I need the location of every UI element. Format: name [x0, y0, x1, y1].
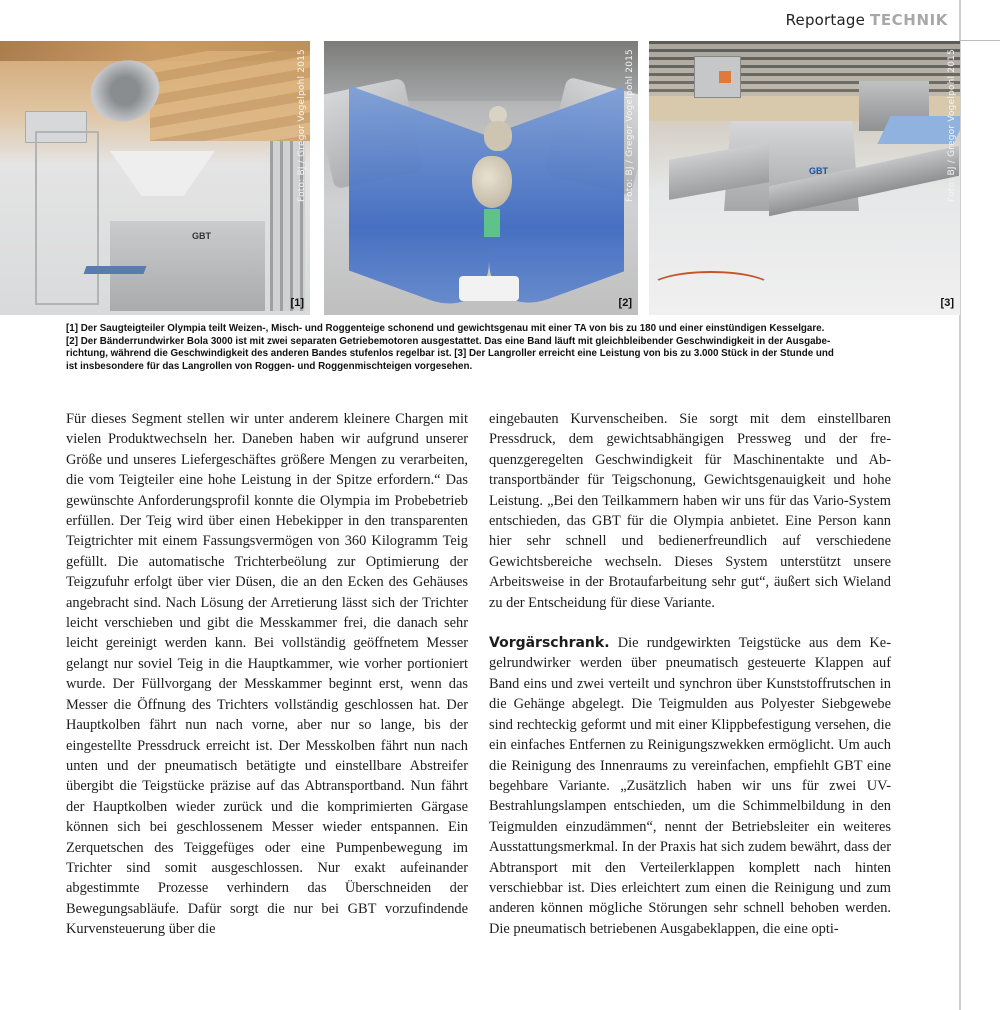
photo-number: [1] [290, 297, 304, 309]
header-section: Reportage [785, 11, 866, 29]
caption-line: [1] Der Saugteigteiler Olympia teilt Weizen-, Misch- und Roggenteige schonend und gewichtsgenau mit einer TA von bis zu 180 und einer einstündigen Kesselgare. [66, 323, 825, 334]
photo-number: [2] [618, 297, 632, 309]
photo-number: [3] [940, 297, 954, 309]
article-column-left [66, 409, 468, 940]
photo-credit: Foto: BJ / Gregor Vogelpohl 2015 [625, 49, 635, 202]
photo-credit: Foto: BJ / Gregor Vogelpohl 2015 [297, 49, 307, 202]
photo-belt-rounder [324, 41, 638, 315]
article-column-right [489, 409, 891, 939]
body-text: Die rundgewirkten Teigstücke aus dem Kegelrundwirker werden über pneumatisch gesteuerte Klappen auf Band eins und zwei verteilt und synchron über Kunststoffrutschen in die Gehänge abgelegt. Die Teigmulden aus Polyester Siebgewebe sind rechteckig geformt und mit einer Klippbefestigung versehen, die ein einfaches Entfernen zu Reinigungszwekken ermöglicht. Um auch die Reinigung des Innenraums zu vereinfachen, empfiehlt GBT eine begehbare Variante. „Zusätzlich haben wir uns für zwei UV-Bestrahlungslampen entschieden, um die Schimmelbildung in den Teigmulden einzudämmen“, nennt der Betriebsleiter ein weiteres Ausstattungsmerkmal. In der Praxis hat sich zudem bewährt, dass der Abtransport mit den Verteilerklappen komplett nach hinten verschiebbar ist. Dies erleichtert zum einen die Reinigung und zum anderen können mögliche Störungen sehr schnell behoben werden. Die pneumatisch betriebenen Ausgabeklappen, die eine opti- [489, 635, 891, 937]
photo-long-moulder: GBT Foto: BJ / Gregor Vogelpohl 2015 [3] [649, 41, 960, 315]
photo-dough-divider: GBT Foto: BJ / Gregor Vogelpohl 2015 [1] [0, 41, 310, 315]
header-rule [960, 40, 1000, 41]
photo-credit: Foto: BJ / Gregor Vogelpohl 2015 [947, 49, 957, 202]
subheading: Vorgärschrank. [489, 635, 610, 652]
caption-line: ist insbesondere für das Langrollen von Roggen- und Roggenmischteigen vorgesehen. [66, 360, 473, 372]
body-paragraph: Für dieses Segment stellen wir unter anderem kleinere Chargen mit vielen Produktwechseln her. Daneben haben wir aufgrund unserer Größe und unseres Liefergeschäftes größere Mengen zu verarbeiten, die vom Teigteiler eine hohe Leistung in der Spitze erfordern.“ Das gewünschte Anforderungsprofil konnte die Olympia im Probebetrieb erfüllen. Der Teig wird über einen Hebekipper in den transparenten Teigtrichter mit einem Fassungsvermögen von 360 Kilogramm Teig gefüllt. Die automatische Trichterbeölung zur Optimierung der Teigzufuhr erfolgt über vier Düsen, die an den Ecken des Gehäuses angebracht sind. Nach Lösung der Arretierung lässt sich der Trichter leicht verschieben und gibt die Messkammer frei, die danach sehr leicht gereinigt werden kann. Bei vollständig geöffnetem Messer gelangt nur soviel Teig in die Hauptkammer, wie vorher portioniert wurde. Der Füllvorgang der Messkammer beginnt erst, wenn das Messer die Öffnung des Trichters vollständig geschlossen hat. Der Hauptkolben fährt nun nach vorne, aber nur so lange, bis der eingestellte Pressdruck erreicht ist. Der Messkolben fährt nun nach unten und der pneumatisch betätigte und einstellbare Abstreifer übergibt die Teigstücke präzise auf das Abtransportband. Nun fährt der Hauptkolben wieder zurück und die komprimierten Gärgase können sich bei geschlossenem Messer wieder entspannen. Ein Zerquetschen des Teiggefüges oder eine Pumpenbewegung im Trichter sind somit ausgeschlossen. Nur exakt aufeinander abgestimmte Prozesse verhindern das Überschneiden der Bewegungsabläufe. Dafür sorgt die nur bei GBT vorzufindende Kurvensteuerung über die [66, 411, 468, 938]
header-category: TECHNIK [870, 11, 948, 29]
body-paragraph: eingebauten Kurvenscheiben. Sie sorgt mit dem einstellbaren Pressdruck, dem gewichtsabhängigen Pressweg und der frequenzgeregelten Geschwindigkeit für Maschinentakte und Abtransportbänder für Teigschonung, Gewichtsgenauigkeit und hohe Leistung. „Bei den Teilkammern haben wir uns für das Vario-System entschieden, das GBT für die Olympia anbietet. Eine Person kann hier sehr schnell und bedienerfreundlich auf verschiedene Gewichtsbereiche wechseln. Dieses System unterstützt unsere Arbeitsweise in der Brotaufarbeitung sehr gut“, äußert sich Wieland zu der Entscheidung für diese Variante. [489, 411, 891, 611]
caption-line: richtung, während die Geschwindigkeit des anderen Bandes stufenlos regelbar ist. [3] Der Langroller erreicht eine Leistung von bis zu 3.000 Stück in der Stunde und [66, 348, 834, 359]
photo-caption [66, 323, 870, 373]
page-header [786, 11, 948, 29]
caption-line: [2] Der Bänderrundwirker Bola 3000 ist mit zwei separaten Getriebemotoren ausgestattet. Das eine Band läuft mit gleichbleibender Geschwindigkeit in der Ausgabe- [66, 335, 831, 347]
body-paragraph-section [489, 633, 891, 939]
